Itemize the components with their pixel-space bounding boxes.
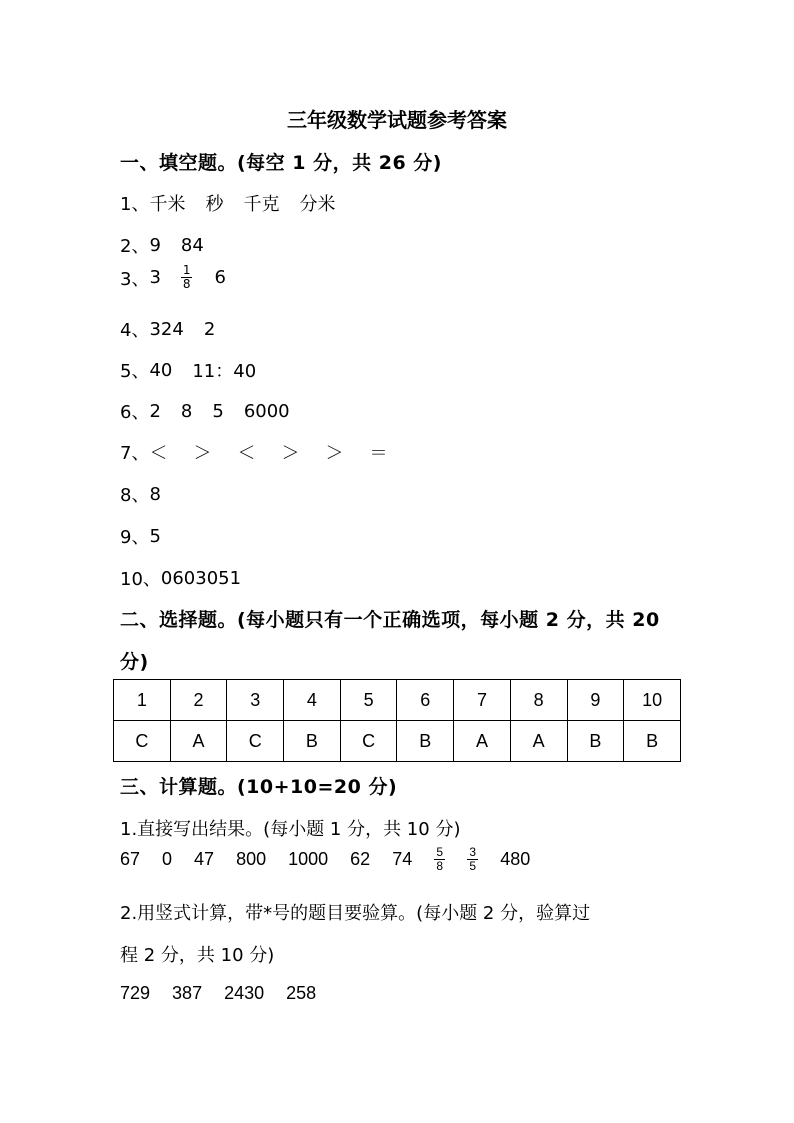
section3-part2-heading-line2: 程 2 分，共 10 分) <box>120 945 275 966</box>
table-row-answers <box>114 721 681 762</box>
q2-line <box>120 232 224 258</box>
q3-label: 3、 <box>120 268 150 290</box>
table-cell-answer: B <box>284 721 341 762</box>
section3-part1-heading: 1.直接写出结果。(每小题 1 分，共 10 分) <box>120 819 461 840</box>
q3-fraction <box>181 264 193 291</box>
q8-label: 8、 <box>120 485 150 506</box>
q7-answer-5: ＞ <box>325 443 344 464</box>
part1-result-last: 480 <box>500 849 531 869</box>
section3-part2-heading-line1: 2.用竖式计算，带*号的题目要验算。(每小题 2 分，验算过 <box>120 903 591 924</box>
table-cell-answer: A <box>510 721 567 762</box>
q6-answer-3: 5 <box>212 400 224 422</box>
q8-answer-1: 8 <box>149 483 161 505</box>
table-cell-number: 6 <box>397 680 454 721</box>
q4-line <box>120 316 235 342</box>
table-cell-number: 4 <box>284 680 341 721</box>
part1-result-1: 67 <box>120 849 141 869</box>
q4-answer-2: 2 <box>203 318 216 340</box>
part1-result-5: 1000 <box>288 849 329 869</box>
table-cell-number: 8 <box>510 680 567 721</box>
table-cell-answer: A <box>170 721 227 762</box>
table-cell-answer: A <box>454 721 511 762</box>
q6-answer-4: 6000 <box>243 400 290 422</box>
page-title: 三年级数学试题参考答案 <box>287 108 507 132</box>
q3-answer-3: 6 <box>214 267 226 288</box>
section2-heading-line2: 分) <box>120 651 149 673</box>
q8-line <box>120 481 181 507</box>
table-cell-number: 5 <box>340 680 397 721</box>
table-cell-number: 2 <box>170 680 227 721</box>
q4-label: 4、 <box>120 320 150 341</box>
q10-label: 10、 <box>120 569 161 590</box>
q1-answer-1: 千米 <box>149 194 186 215</box>
q3-answer-1: 3 <box>149 267 161 288</box>
q7-answer-4: ＞ <box>281 443 300 464</box>
q6-answer-2: 8 <box>180 400 193 422</box>
q5-answer-2: 11：40 <box>192 361 257 382</box>
part2-result-4: 258 <box>286 983 317 1003</box>
part1-result-4: 800 <box>236 849 267 869</box>
q7-answer-3: ＜ <box>237 443 256 464</box>
q1-line <box>120 190 355 216</box>
part2-results-line <box>120 983 338 1004</box>
fraction-denominator: 8 <box>436 859 444 873</box>
part1-result-6: 62 <box>350 849 371 869</box>
section2-heading-line1: 二、选择题。(每小题只有一个正确选项，每小题 2 分，共 20 <box>120 609 660 631</box>
part1-result-3: 47 <box>194 849 215 869</box>
part2-result-3: 2430 <box>224 983 265 1003</box>
q7-answer-1: ＜ <box>149 443 168 464</box>
q5-answer-1: 40 <box>149 359 173 381</box>
choice-answer-table <box>113 679 681 762</box>
part2-result-1: 729 <box>120 983 151 1003</box>
q2-label: 2、 <box>120 236 150 257</box>
fraction-denominator: 5 <box>469 859 477 873</box>
q1-label: 1、 <box>120 194 150 215</box>
q3-line <box>120 264 246 291</box>
table-cell-number: 1 <box>114 680 171 721</box>
q1-answer-3: 千克 <box>243 194 280 215</box>
q4-answer-1: 324 <box>149 318 184 340</box>
part1-fraction-2 <box>467 846 478 873</box>
part1-result-7: 74 <box>392 849 413 869</box>
q9-label: 9、 <box>120 527 150 548</box>
table-row-numbers <box>114 680 681 721</box>
table-cell-answer: C <box>114 721 171 762</box>
table-cell-answer: B <box>397 721 454 762</box>
q3-fraction-denominator: 8 <box>182 277 191 291</box>
q7-answer-2: ＞ <box>193 443 212 464</box>
q2-answer-1: 9 <box>149 234 161 256</box>
table-cell-answer: B <box>624 721 681 762</box>
part1-result-2: 0 <box>162 849 173 869</box>
q2-answer-2: 84 <box>180 234 204 256</box>
q5-label: 5、 <box>120 361 150 382</box>
q6-answer-1: 2 <box>149 400 161 422</box>
part2-result-2: 387 <box>172 983 203 1003</box>
q6-line <box>120 398 310 424</box>
q1-answer-4: 分米 <box>299 194 336 215</box>
fraction-numerator: 5 <box>436 845 444 859</box>
table-cell-number: 7 <box>454 680 511 721</box>
section3-heading: 三、计算题。(10+10=20 分) <box>120 776 398 798</box>
q7-answer-6: ＝ <box>369 443 388 464</box>
table-cell-number: 3 <box>227 680 284 721</box>
part1-fraction-1 <box>434 846 445 873</box>
table-cell-answer: B <box>567 721 624 762</box>
fraction-numerator: 3 <box>469 845 477 859</box>
table-cell-answer: C <box>227 721 284 762</box>
q3-fraction-numerator: 1 <box>182 263 191 277</box>
table-cell-answer: C <box>340 721 397 762</box>
q9-answer-1: 5 <box>149 525 161 547</box>
q5-line <box>120 357 276 383</box>
q6-label: 6、 <box>120 402 150 423</box>
section1-heading: 一、填空题。(每空 1 分，共 26 分) <box>120 152 442 174</box>
q7-label: 7、 <box>120 443 150 464</box>
q10-answer-1: 0603051 <box>160 567 242 589</box>
q10-line <box>120 565 261 591</box>
part1-results-line <box>120 846 552 873</box>
q7-line <box>120 439 407 465</box>
q9-line <box>120 523 181 549</box>
table-cell-number: 9 <box>567 680 624 721</box>
table-cell-number: 10 <box>624 680 681 721</box>
q1-answer-2: 秒 <box>205 194 224 215</box>
